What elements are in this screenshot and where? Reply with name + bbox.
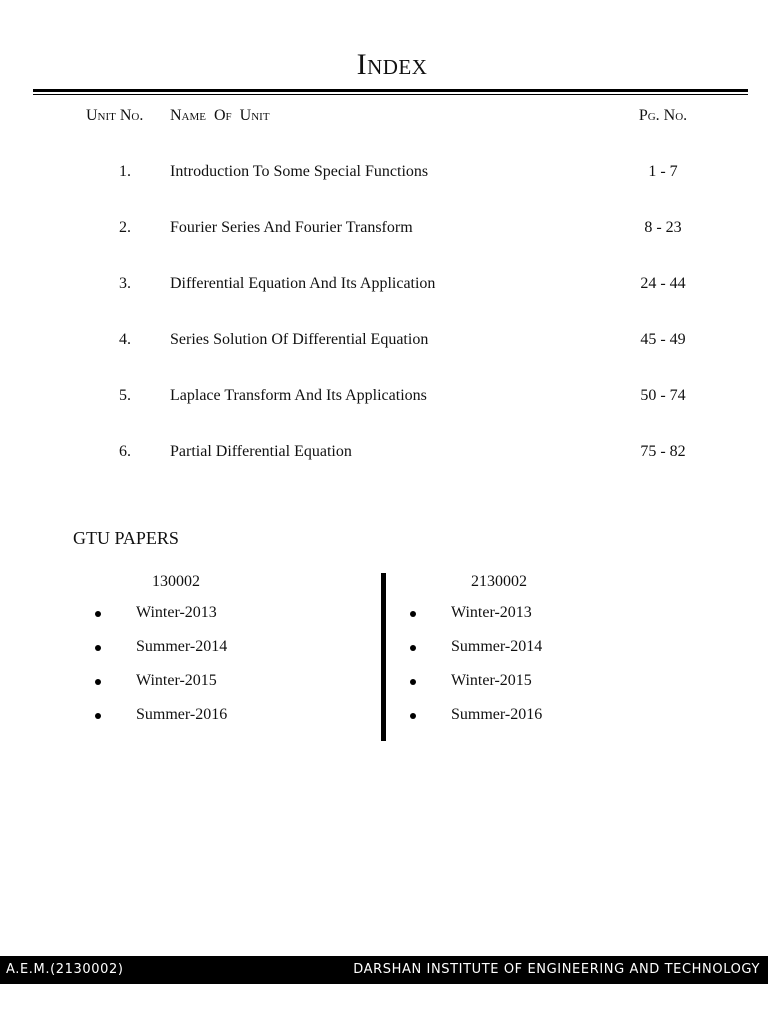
- paper-session: Winter-2013: [136, 604, 217, 621]
- table-row: [0, 331, 768, 355]
- unit-pages: 75 - 82: [640, 443, 686, 460]
- column-header-page-no: Pg. No.: [638, 107, 688, 124]
- unit-pages: 45 - 49: [640, 331, 686, 348]
- bullet-icon: [95, 611, 101, 617]
- table-row: [0, 275, 768, 299]
- unit-number: 4.: [119, 331, 131, 348]
- unit-number: 3.: [119, 275, 131, 292]
- column-header-name-of-unit: Name Of Unit: [170, 107, 270, 124]
- unit-name: Fourier Series And Fourier Transform: [170, 219, 413, 236]
- bullet-icon: [95, 713, 101, 719]
- unit-number: 6.: [119, 443, 131, 460]
- gtu-papers-heading: GTU PAPERS: [73, 528, 179, 548]
- table-row: [0, 387, 768, 411]
- unit-name: Introduction To Some Special Functions: [170, 163, 429, 180]
- bullet-icon: [95, 679, 101, 685]
- bullet-icon: [410, 679, 416, 685]
- paper-code-right: 2130002: [471, 573, 527, 590]
- bullet-icon: [410, 611, 416, 617]
- paper-session: Winter-2015: [451, 672, 532, 689]
- table-row: [0, 219, 768, 243]
- unit-number: 2.: [119, 219, 131, 236]
- unit-name: Differential Equation And Its Application: [170, 275, 436, 292]
- unit-name: Laplace Transform And Its Applications: [170, 387, 427, 404]
- unit-name: Partial Differential Equation: [170, 443, 352, 460]
- paper-code-left: 130002: [152, 573, 200, 590]
- bullet-icon: [410, 713, 416, 719]
- footer-institute-name: DARSHAN INSTITUTE OF ENGINEERING AND TECHNOLOGY: [353, 962, 760, 977]
- unit-pages: 50 - 74: [640, 387, 686, 404]
- paper-session: Summer-2016: [451, 706, 543, 723]
- page-title: Index: [356, 48, 428, 81]
- column-header-unit-no: Unit No.: [86, 107, 144, 124]
- title-rule-thick: [33, 89, 748, 92]
- paper-session: Summer-2014: [136, 638, 228, 655]
- unit-number: 1.: [119, 163, 131, 180]
- paper-session: Summer-2016: [136, 706, 228, 723]
- unit-name: Series Solution Of Differential Equation: [170, 331, 429, 348]
- title-rule-thin: [33, 94, 748, 95]
- column-divider: [381, 573, 386, 741]
- paper-session: Winter-2015: [136, 672, 217, 689]
- unit-number: 5.: [119, 387, 131, 404]
- table-row: [0, 163, 768, 187]
- page-footer: [0, 956, 768, 984]
- unit-pages: 24 - 44: [640, 275, 686, 292]
- bullet-icon: [410, 645, 416, 651]
- paper-session: Winter-2013: [451, 604, 532, 621]
- unit-pages: 1 - 7: [648, 163, 678, 180]
- footer-course-code: A.E.M.(2130002): [6, 962, 124, 977]
- bullet-icon: [95, 645, 101, 651]
- paper-session: Summer-2014: [451, 638, 543, 655]
- table-row: [0, 443, 768, 467]
- unit-pages: 8 - 23: [644, 219, 682, 236]
